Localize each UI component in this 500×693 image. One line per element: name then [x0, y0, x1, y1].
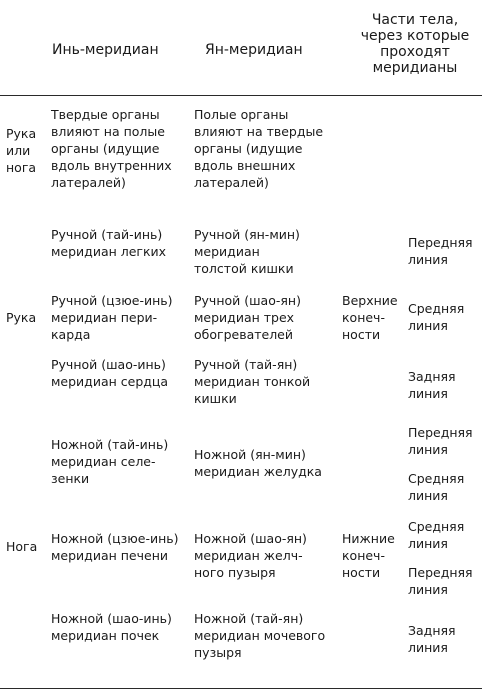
- row0-yin-line: органы (идущие: [51, 141, 160, 156]
- arm-yang-meridian-line: кишки: [194, 391, 237, 406]
- arm-label-line: Рука: [6, 310, 37, 325]
- arm-line-position-line: линия: [408, 386, 448, 401]
- arm-limb-line: конеч-: [342, 310, 385, 325]
- header-yang-line: Ян-меридиан: [205, 42, 303, 58]
- arm-line-position-line: Задняя: [408, 369, 456, 384]
- arm-line-position-line: Передняя: [408, 235, 473, 250]
- header-rule-top: [0, 95, 482, 96]
- header-body-parts-line: Части тела,: [371, 12, 459, 28]
- arm-yang-meridian-line: Ручной (ян-мин): [194, 227, 300, 242]
- leg-line-position-line: линия: [408, 640, 448, 655]
- leg-line-position-line: линия: [408, 442, 448, 457]
- arm-yang-meridian-line: меридиан трех: [194, 310, 295, 325]
- arm-yin-meridian-line: Ручной (цзюе-инь): [51, 293, 173, 308]
- arm-yin-meridian-line: Ручной (шао-инь): [51, 357, 166, 372]
- leg-line-position-line: линия: [408, 488, 448, 503]
- leg-yin-meridian-line: Ножной (цзюе-инь): [51, 531, 179, 546]
- arm-yin-meridian-line: Ручной (тай-инь): [51, 227, 163, 242]
- leg-limb-line: Нижние: [342, 531, 395, 546]
- arm-yin-meridian-line: меридиан легких: [51, 244, 167, 259]
- leg-yang-meridian-line: меридиан желудка: [194, 464, 322, 479]
- arm-yang-meridian-line: меридиан: [194, 244, 260, 259]
- leg-yin-meridian-line: меридиан почек: [51, 628, 160, 643]
- leg-yin-meridian-line: зенки: [51, 471, 90, 486]
- row0-yin-line: латералей): [51, 175, 126, 190]
- arm-limb-line: Верхние: [342, 293, 398, 308]
- row0-yin-line: вдоль внутренних: [51, 158, 172, 173]
- arm-yang-meridian-line: обогревателей: [194, 327, 293, 342]
- leg-limb-line: конеч-: [342, 548, 385, 563]
- table-rule-bottom: [0, 688, 482, 689]
- row0-yang-line: Полые органы: [194, 107, 289, 122]
- arm-line-position-line: линия: [408, 318, 448, 333]
- row0-label-line: Рука: [6, 126, 37, 141]
- leg-line-position-line: Задняя: [408, 623, 456, 638]
- header-body-parts-line: проходят: [380, 44, 450, 60]
- arm-yang-meridian-line: меридиан тонкой: [194, 374, 311, 389]
- arm-yin-meridian-line: карда: [51, 327, 91, 342]
- arm-limb-line: ности: [342, 327, 381, 342]
- leg-line-position-line: линия: [408, 582, 448, 597]
- arm-line-position-line: Средняя: [408, 301, 465, 316]
- leg-line-position-line: Средняя: [408, 471, 465, 486]
- leg-yang-meridian-line: Ножной (тай-ян): [194, 611, 304, 626]
- arm-yang-meridian-line: толстой кишки: [194, 261, 294, 276]
- row0-label-line: нога: [6, 160, 37, 175]
- leg-yin-meridian-line: Ножной (тай-инь): [51, 437, 169, 452]
- leg-yang-meridian-line: меридиан желч-: [194, 548, 303, 563]
- leg-yang-meridian-line: ного пузыря: [194, 565, 276, 580]
- leg-yang-meridian-line: меридиан мочевого: [194, 628, 326, 643]
- leg-line-position-line: Передняя: [408, 565, 473, 580]
- leg-line-position-line: Средняя: [408, 519, 465, 534]
- row0-yang-line: влияют на твердые: [194, 124, 324, 139]
- header-yin-line: Инь-меридиан: [52, 42, 159, 58]
- row0-yang-line: латералей): [194, 175, 269, 190]
- row0-yang-line: органы (идущие: [194, 141, 303, 156]
- leg-yin-meridian-line: меридиан печени: [51, 548, 168, 563]
- leg-yang-meridian-line: Ножной (ян-мин): [194, 447, 306, 462]
- leg-label-line: Нога: [6, 539, 38, 554]
- header-body-parts-line: меридианы: [372, 60, 458, 76]
- header-body-parts-line: через которые: [360, 28, 470, 44]
- leg-yin-meridian-line: меридиан селе-: [51, 454, 156, 469]
- arm-yin-meridian-line: меридиан пери-: [51, 310, 158, 325]
- leg-line-position-line: линия: [408, 536, 448, 551]
- arm-line-position-line: линия: [408, 252, 448, 267]
- arm-yang-meridian-line: Ручной (шао-ян): [194, 293, 301, 308]
- row0-label-line: или: [6, 143, 31, 158]
- arm-yin-meridian-line: меридиан сердца: [51, 374, 169, 389]
- leg-limb-line: ности: [342, 565, 381, 580]
- row0-yin-line: Твердые органы: [51, 107, 160, 122]
- leg-yang-meridian-line: пузыря: [194, 645, 242, 660]
- leg-yang-meridian-line: Ножной (шао-ян): [194, 531, 307, 546]
- row0-yin-line: влияют на полые: [51, 124, 165, 139]
- arm-yang-meridian-line: Ручной (тай-ян): [194, 357, 298, 372]
- leg-line-position-line: Передняя: [408, 425, 473, 440]
- row0-yang-line: вдоль внешних: [194, 158, 296, 173]
- leg-yin-meridian-line: Ножной (шао-инь): [51, 611, 172, 626]
